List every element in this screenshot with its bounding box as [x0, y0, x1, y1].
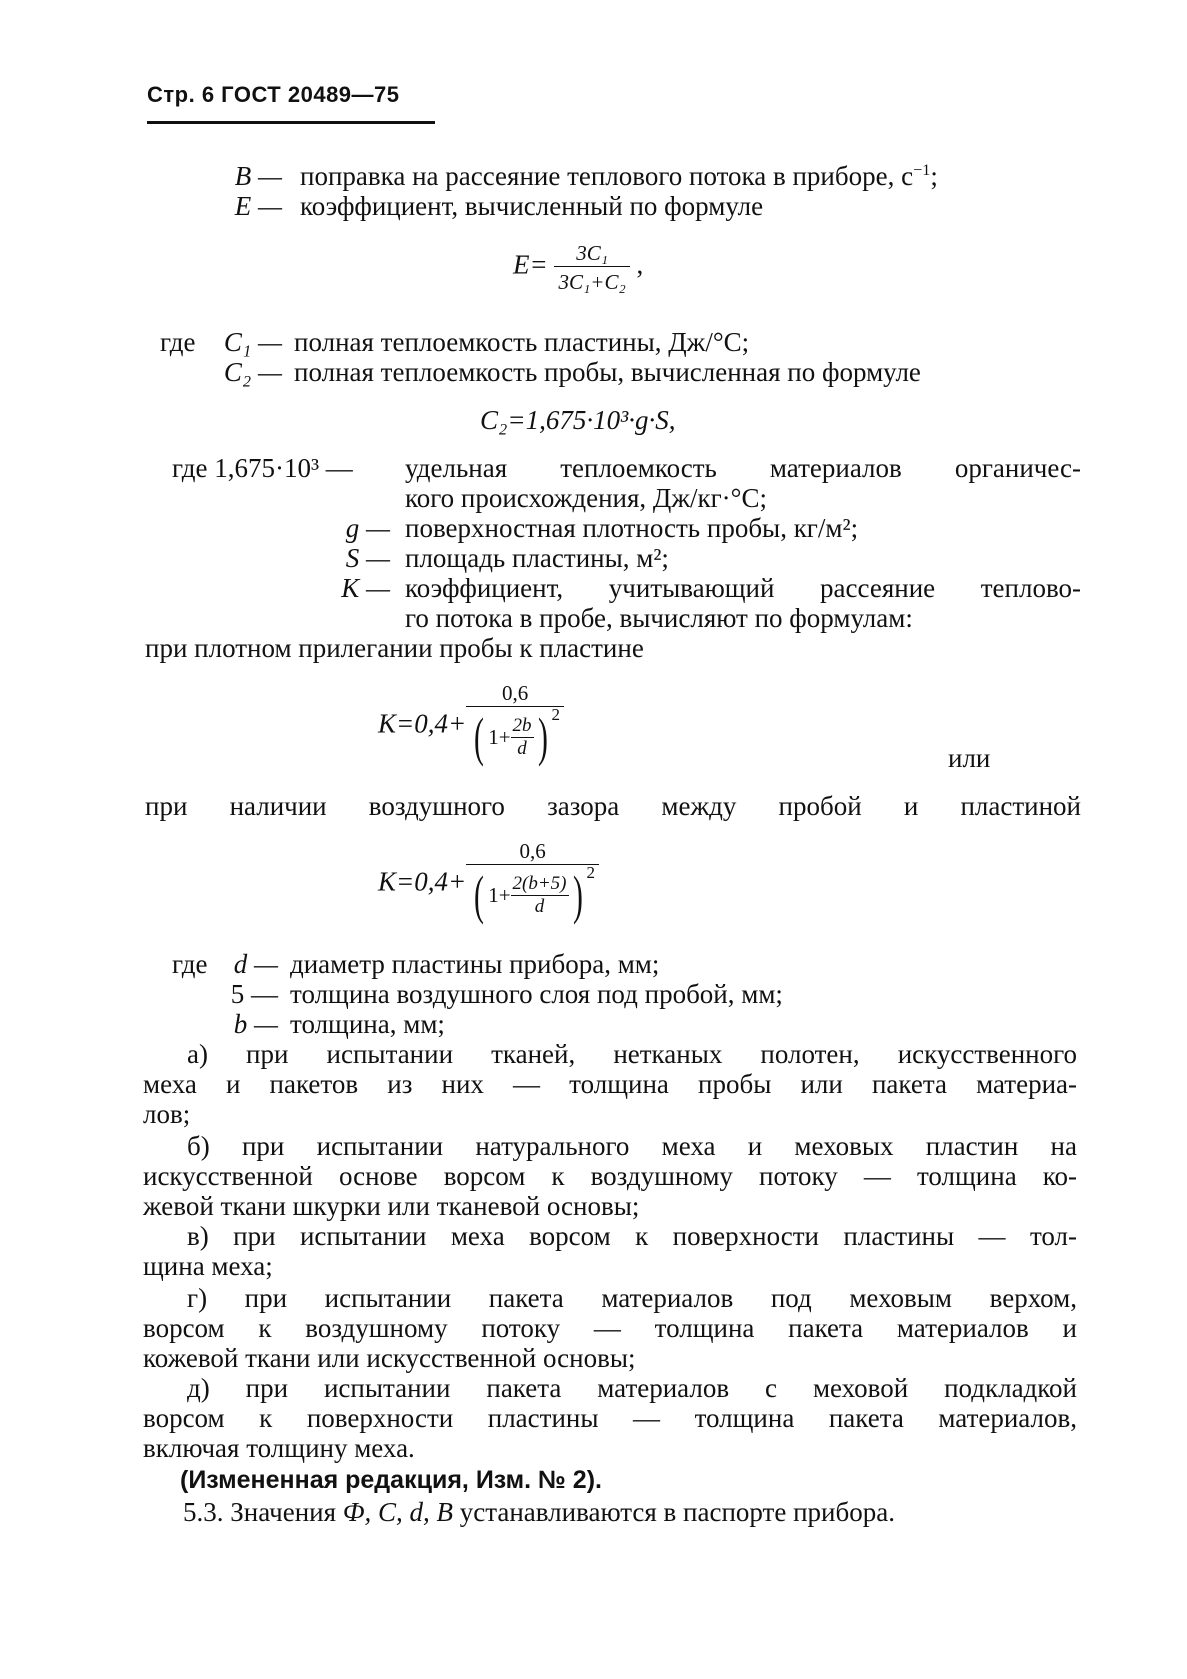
def-text-k-1: коэффициент, учитывающий рассеяние теплово-	[405, 573, 1081, 603]
def-text-c2: полная теплоемкость пробы, вычисленная по формуле	[294, 357, 921, 387]
item-d-line-1: д) при испытании пакета материалов с меховой подкладкой	[187, 1373, 1077, 1403]
item-g-line-1: г) при испытании пакета материалов под меховым верхом,	[187, 1283, 1077, 1313]
gde-label-3: где	[172, 949, 208, 979]
formula-k1: K=0,4+ 0,6 ( 1+ $\frac{2b}{d}$ ) $^2$	[378, 680, 564, 767]
def-text-c1: полная теплоемкость пластины, Дж/°С;	[294, 327, 750, 357]
def-symbol-e: E —	[234, 191, 282, 221]
formula-k1-fraction: 0,6 ( 1+ $\frac{2b}{d}$ ) $^2$	[466, 680, 564, 767]
formula-e: E= $\frac{\text{3C₁}}{\text{3C₁+C₂}}$ ,	[513, 241, 644, 294]
def-symbol-five: 5 —	[230, 979, 278, 1009]
amendment-note: (Измененная редакция, Изм. № 2).	[180, 1466, 602, 1494]
air-gap-text: при наличии воздушного зазора между пробой и пластиной	[145, 791, 1081, 821]
def-text-specific-1: удельная теплоемкость материалов органичес-	[405, 453, 1081, 483]
page-header: Стр. 6 ГОСТ 20489—75	[147, 82, 400, 107]
formula-c2: C₂=1,675·10³·g·S,	[480, 405, 676, 435]
gde-label-2: где 1,675·10³ —	[172, 453, 353, 483]
def-symbol-d: d —	[233, 949, 278, 979]
def-text-s: площадь пластины, м²;	[405, 543, 669, 573]
item-v-line-2: щина меха;	[143, 1251, 273, 1281]
def-symbol-g: g —	[345, 513, 390, 543]
def-symbol-c1: C₁ —	[223, 327, 282, 357]
def-symbol-b: B —	[234, 161, 282, 191]
def-text-k-2: го потока в пробе, вычисляют по формулам:	[405, 603, 913, 633]
def-symbol-k: K —	[341, 573, 390, 603]
def-text-b: поправка на рассеяние теплового потока в приборе, $с^{-1}$;	[300, 161, 938, 191]
def-text-five: толщина воздушного слоя под пробой, мм;	[290, 979, 783, 1009]
item-a-line-1: а) при испытании тканей, нетканых полотен, искусственного	[187, 1039, 1077, 1069]
item-v-line-1: в) при испытании меха ворсом к поверхности пластины — тол-	[187, 1221, 1077, 1251]
item-b-line-2: искусственной основе ворсом к воздушному потоку — толщина ко-	[143, 1161, 1077, 1191]
or-text: или	[948, 743, 991, 773]
def-text-e: коэффициент, вычисленный по формуле	[300, 191, 764, 221]
item-b-line-3: жевой ткани шкурки или тканевой основы;	[143, 1191, 640, 1221]
item-a-line-3: лов;	[143, 1099, 191, 1129]
header-rule	[147, 121, 435, 124]
item-g-line-3: кожевой ткани или искусственной основы;	[143, 1343, 636, 1373]
def-text-b2: толщина, мм;	[290, 1009, 445, 1039]
def-text-specific-2: кого происхождения, Дж/кг·°С;	[405, 483, 767, 513]
def-symbol-c2: C₂ —	[223, 357, 282, 387]
item-b-line-1: б) при испытании натурального меха и меховых пластин на	[187, 1131, 1077, 1161]
def-text-g: поверхностная плотность пробы, кг/м²;	[405, 513, 859, 543]
formula-k2-fraction: 0,6 ( 1+ $\frac{2(b+5)}{d}$ ) $^2$	[466, 838, 599, 925]
tight-fit-text: при плотном прилегании пробы к пластине	[145, 633, 644, 663]
item-d-line-2: ворсом к поверхности пластины — толщина пакета материалов,	[143, 1403, 1077, 1433]
formula-e-fraction: $\frac{\text{3C₁}}{\text{3C₁+C₂}}$	[554, 240, 629, 295]
formula-k2: K=0,4+ 0,6 ( 1+ $\frac{2(b+5)}{d}$ ) $^2$	[378, 838, 599, 925]
item-a-line-2: меха и пакетов из них — толщина пробы или пакета материа-	[143, 1069, 1077, 1099]
def-symbol-s: S —	[345, 543, 390, 573]
clause-5-3: 5.3. Значения Ф, С, d, B устанавливаются в паспорте прибора.	[183, 1497, 895, 1527]
item-g-line-2: ворсом к воздушному потоку — толщина пакета материалов и	[143, 1313, 1077, 1343]
item-d-line-3: включая толщину меха.	[143, 1433, 415, 1463]
gde-label-1: где	[160, 327, 196, 357]
def-symbol-b2: b —	[233, 1009, 278, 1039]
def-text-d: диаметр пластины прибора, мм;	[290, 949, 660, 979]
